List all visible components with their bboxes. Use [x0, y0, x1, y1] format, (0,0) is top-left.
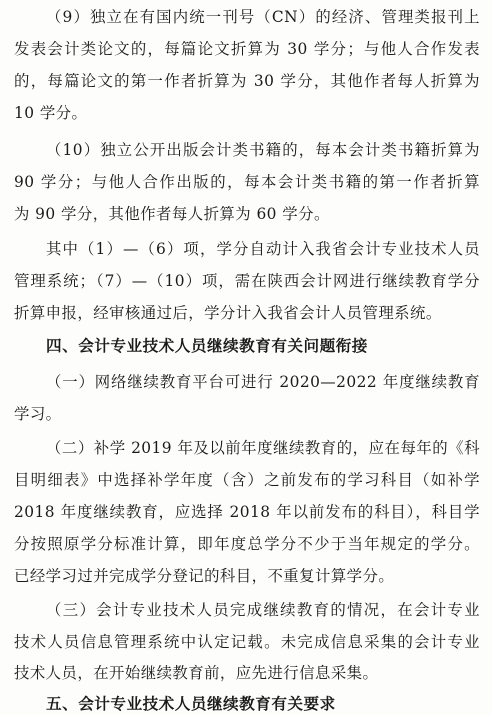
paragraph-line: （10）独立公开出版会计类书籍的，每本会计类书籍折算为: [46, 141, 480, 159]
paragraph-line: 2018 年度继续教育，应选择 2018 年以前发布的科目），科目学: [14, 503, 480, 521]
paragraph-line: 90 学分；与他人合作出版的，每本会计类书籍的第一作者折算: [14, 173, 480, 191]
section-heading: 五、会计专业技术人员继续教育有关要求: [46, 695, 336, 713]
paragraph-line: 为 90 学分，其他作者每人折算为 60 学分。: [14, 205, 330, 223]
paragraph-line: 发表会计类论文的，每篇论文折算为 30 学分；与他人合作发表: [14, 40, 480, 58]
section-heading: 四、会计专业技术人员继续教育有关问题衔接: [46, 337, 368, 355]
paragraph-line: （二）补学 2019 年及以前年度继续教育的，应在每年的《科: [46, 439, 480, 457]
paragraph-line: 的，每篇论文的第一作者折算为 30 学分，其他作者每人折算为: [14, 72, 480, 90]
paragraph-line: （9）独立在有国内统一刊号（CN）的经济、管理类报刊上: [46, 8, 480, 26]
paragraph-line: 技术人员，在开始继续教育前，应先进行信息采集。: [14, 664, 379, 682]
paragraph-line: 管理系统；（7）—（10）项，需在陕西会计网进行继续教育学分: [14, 272, 480, 290]
paragraph-line: （三）会计专业技术人员完成继续教育的情况，在会计专业: [46, 601, 480, 619]
paragraph-line: 目明细表》中选择补学年度（含）之前发布的学习科目（如补学: [14, 471, 480, 489]
paragraph-line: 10 学分。: [14, 104, 88, 122]
paragraph-line: （一）网络继续教育平台可进行 2020—2022 年度继续教育: [46, 373, 480, 391]
paragraph-line: 学习。: [14, 405, 62, 423]
paragraph-line: 技术人员信息管理系统中认定记载。未完成信息采集的会计专业: [14, 633, 480, 651]
paragraph-line: 其中（1）—（6）项，学分自动计入我省会计专业技术人员: [46, 240, 480, 258]
paragraph-line: 分按照原学分标准计算，即年度总学分不少于当年规定的学分。: [14, 535, 480, 553]
paragraph-line: 已经学习过并完成学分登记的科目，不重复计算学分。: [14, 567, 395, 585]
paragraph-line: 折算申报，经审核通过后，学分计入我省会计人员管理系统。: [14, 304, 442, 322]
